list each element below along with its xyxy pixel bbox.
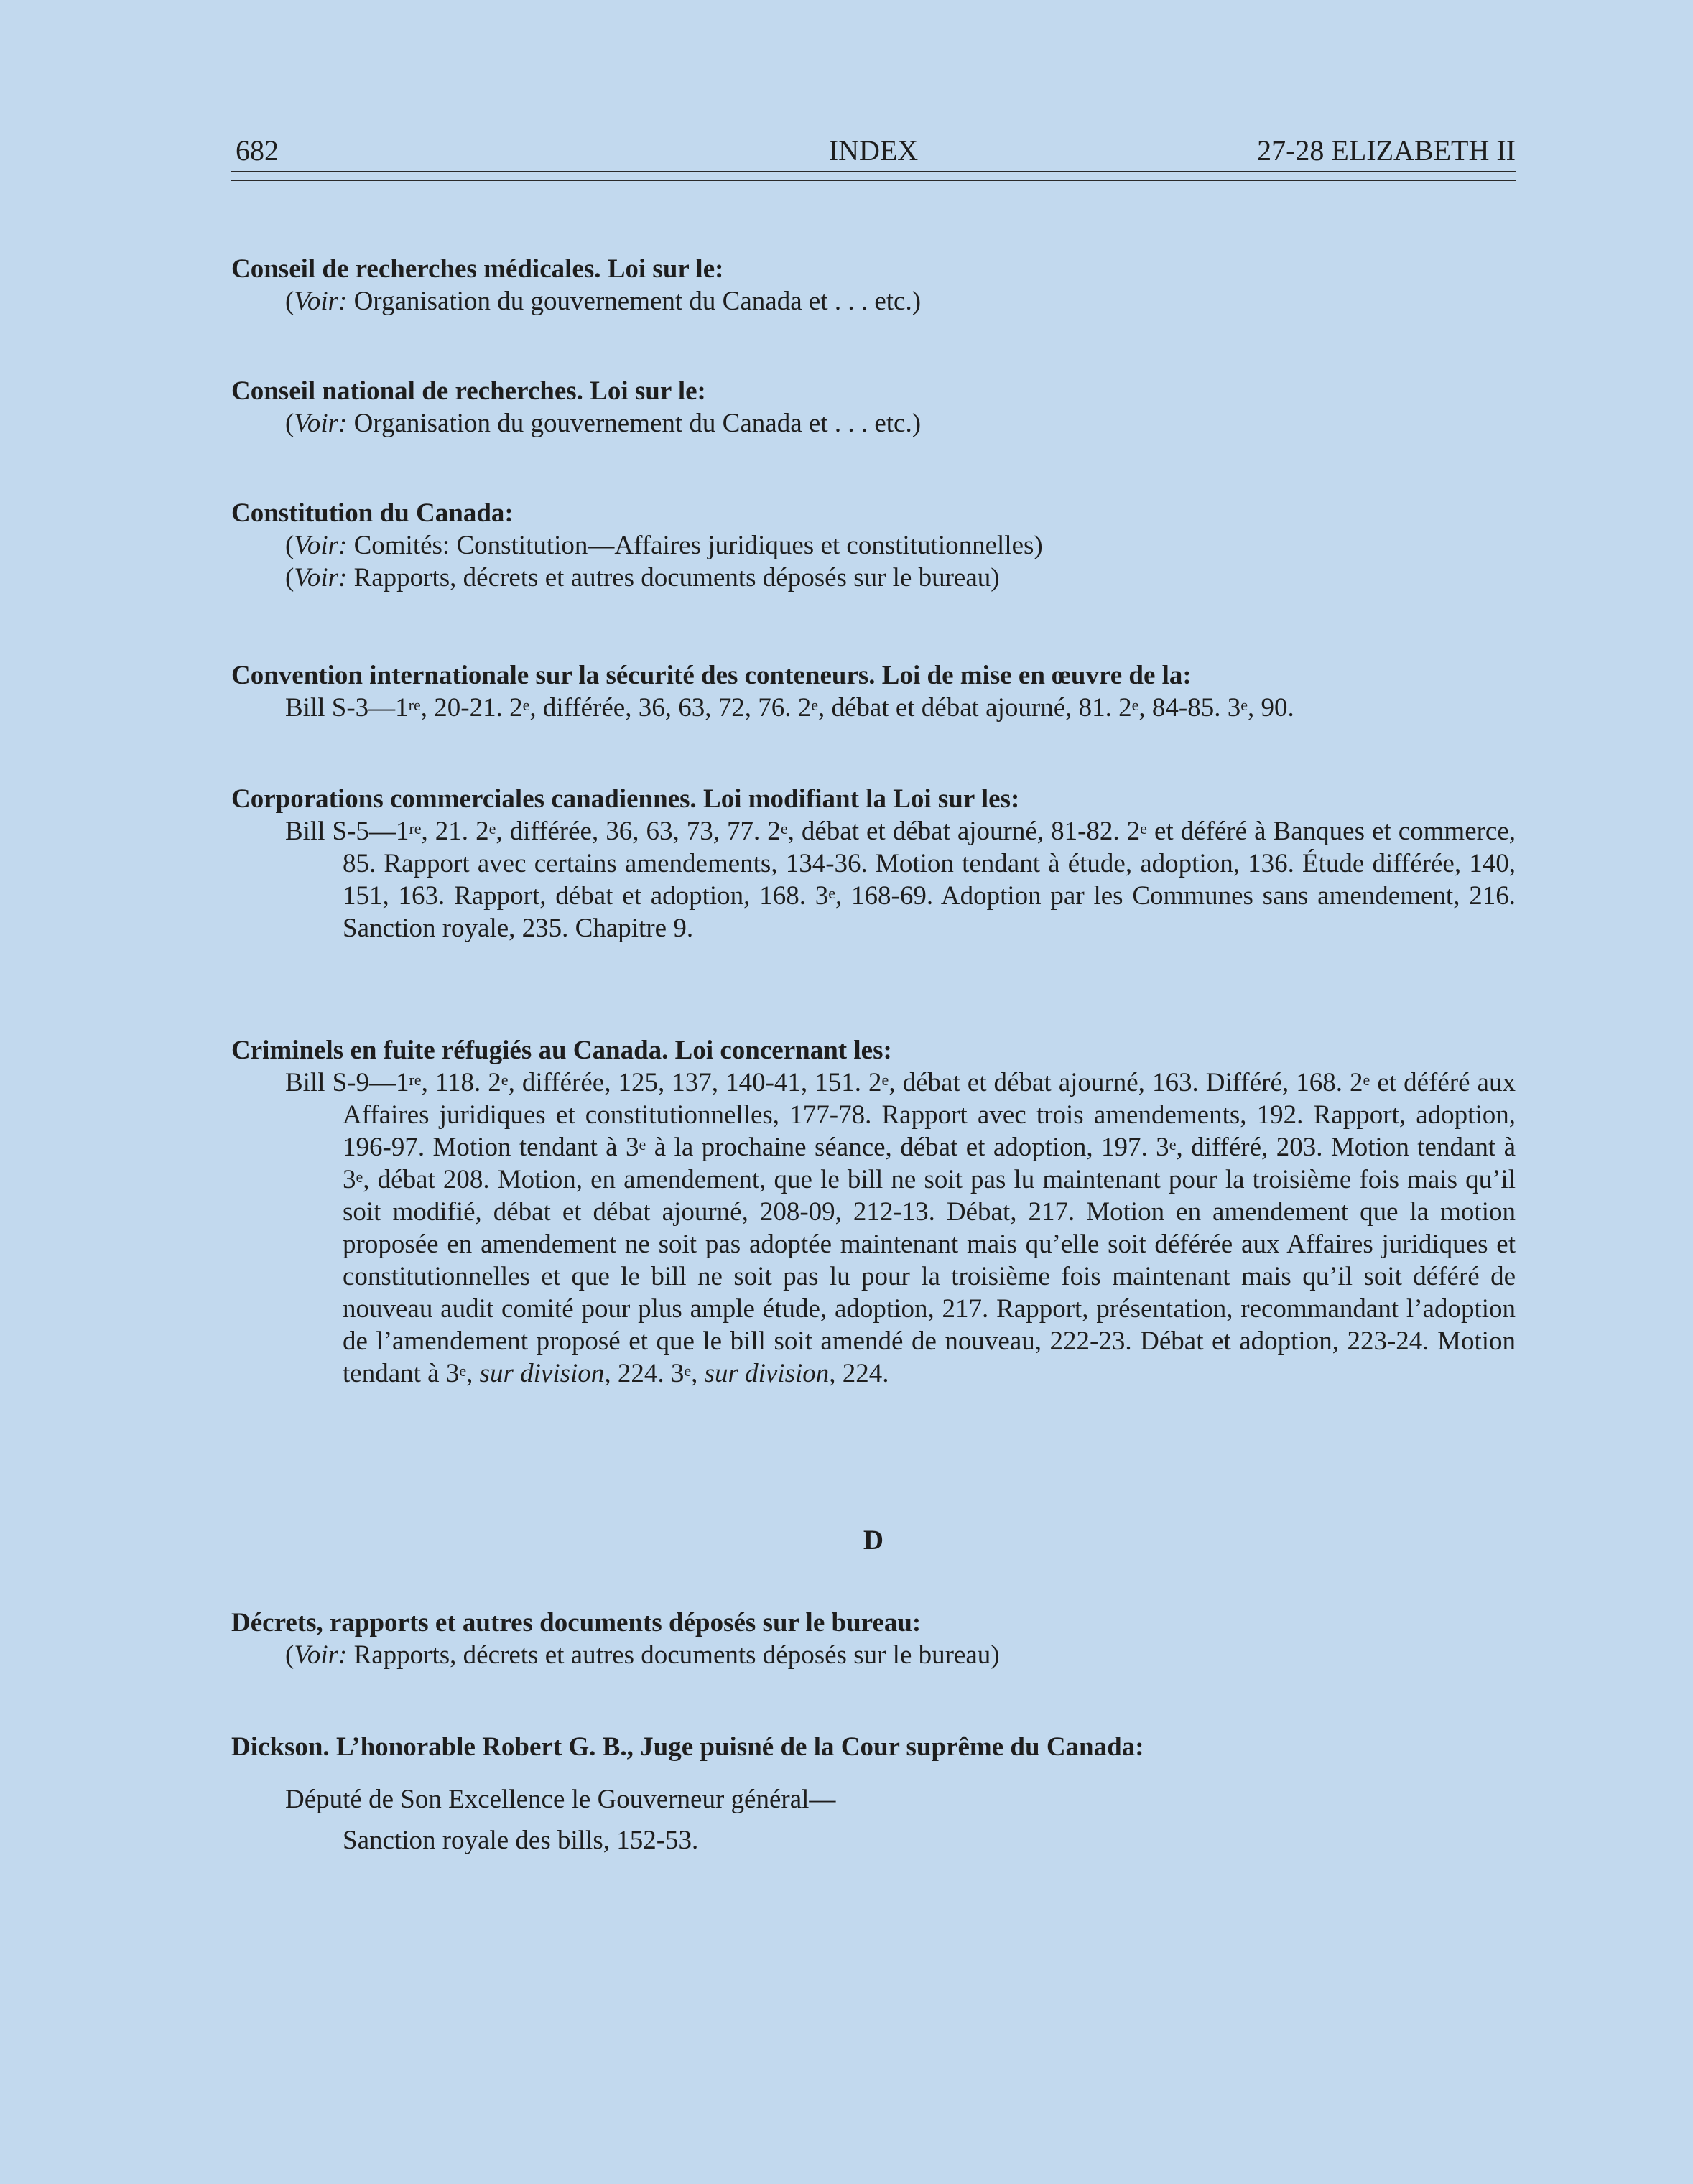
subentry: Député de Son Excellence le Gouverneur général— (285, 1785, 836, 1814)
voir-label: Voir: (294, 409, 348, 438)
see-reference: (Voir: Rapports, décrets et autres documents déposés sur le bureau) (285, 563, 1000, 593)
voir-label: Voir: (294, 563, 348, 593)
index-entry (231, 253, 1516, 317)
regnal-year: 27-28 ELIZABETH II (1257, 134, 1516, 167)
voir-label: Voir: (294, 287, 348, 316)
bill-history: Bill S-5—1re, 21. 2e, différée, 36, 63, 73, 77. 2e, débat et débat ajourné, 81-82. 2e et déféré à Banques et commerce, 85. Rapport avec certains amendements, 134-36. Motion tendant à étude, adoption, 136. Étude différée, 140, 151, 163. Rapport, débat et adoption, 168. 3e, 168-69. Adoption par les Communes sans amendement, 216. Sanction royale, 235. Chapitre 9. (285, 817, 1516, 943)
index-entry (231, 783, 1516, 944)
index-entry (231, 1607, 1516, 1671)
entry-heading: Conseil national de recherches. Loi sur le: (231, 376, 706, 406)
reference-text: Organisation du gouvernement du Canada et . . . etc.) (353, 287, 922, 316)
see-reference: (Voir: Rapports, décrets et autres documents déposés sur le bureau) (285, 1640, 1000, 1670)
entry-heading: Corporations commerciales canadiennes. Loi modifiant la Loi sur les: (231, 784, 1020, 814)
header-rule-bottom (231, 180, 1516, 181)
subentry-detail: Sanction royale des bills, 152-53. (343, 1826, 699, 1855)
voir-label: Voir: (294, 1640, 348, 1670)
reference-text: Rapports, décrets et autres documents déposés sur le bureau) (353, 1640, 1000, 1670)
reference-text: Comités: Constitution—Affaires juridiques et constitutionnelles) (353, 531, 1043, 560)
reference-text: Organisation du gouvernement du Canada et . . . etc.) (353, 409, 922, 438)
index-entry (231, 1731, 1516, 1857)
page-header (231, 134, 1516, 168)
section-letter: D (863, 1525, 884, 1556)
see-reference: (Voir: Organisation du gouvernement du Canada et . . . etc.) (285, 409, 922, 438)
running-title: INDEX (828, 134, 919, 167)
page-number: 682 (236, 134, 279, 167)
entry-heading: Dickson. L’honorable Robert G. B., Juge puisné de la Cour suprême du Canada: (231, 1732, 1144, 1762)
index-entry (231, 375, 1516, 440)
bill-history: Bill S-9—1re, 118. 2e, différée, 125, 137, 140-41, 151. 2e, débat et débat ajourné, 163. Différé, 168. 2e et déféré aux Affaires juridiques et constitutionnelles, 177-78. Rapport avec trois amendements, 192. Rapport, adoption, 196-97. Motion tendant à 3e à la prochaine séance, débat et adoption, 197. 3e, différé, 203. Motion tendant à 3e, débat 208. Motion, en amendement, que le bill ne soit pas lu maintenant pour la troisième fois mais qu’il soit modifié, débat et débat ajourné, 208-09, 212-13. Débat, 217. Motion en amendement que la motion proposée en amendement ne soit pas adoptée maintenant mais qu’elle soit déférée aux Affaires juridiques et constitutionnelles et que le bill ne soit pas lu pour la troisième fois maintenant mais qu’il soit déféré de nouveau audit comité pour plus ample étude, adoption, 217. Rapport, présentation, recommandant l’adoption de l’amendement proposé et que le bill soit amendé de nouveau, 222-23. Débat et adoption, 223-24. Motion tendant à 3e, sur division, 224. 3e, sur division, 224. (285, 1068, 1516, 1388)
index-entry (231, 497, 1516, 594)
entry-heading: Décrets, rapports et autres documents déposés sur le bureau: (231, 1608, 922, 1637)
index-entry (231, 1034, 1516, 1390)
see-reference: (Voir: Comités: Constitution—Affaires juridiques et constitutionnelles) (285, 531, 1043, 560)
entry-heading: Convention internationale sur la sécurité des conteneurs. Loi de mise en œuvre de la: (231, 661, 1192, 690)
entry-heading: Criminels en fuite réfugiés au Canada. Loi concernant les: (231, 1036, 892, 1065)
header-rule-top (231, 171, 1516, 172)
bill-history: Bill S-3—1re, 20-21. 2e, différée, 36, 63, 72, 76. 2e, débat et débat ajourné, 81. 2e, 84-85. 3e, 90. (285, 693, 1294, 722)
index-entry (231, 659, 1516, 724)
entry-heading: Conseil de recherches médicales. Loi sur le: (231, 254, 724, 284)
reference-text: Rapports, décrets et autres documents déposés sur le bureau) (353, 563, 1000, 593)
entry-heading: Constitution du Canada: (231, 498, 514, 528)
voir-label: Voir: (294, 531, 348, 560)
see-reference: (Voir: Organisation du gouvernement du Canada et . . . etc.) (285, 287, 922, 316)
